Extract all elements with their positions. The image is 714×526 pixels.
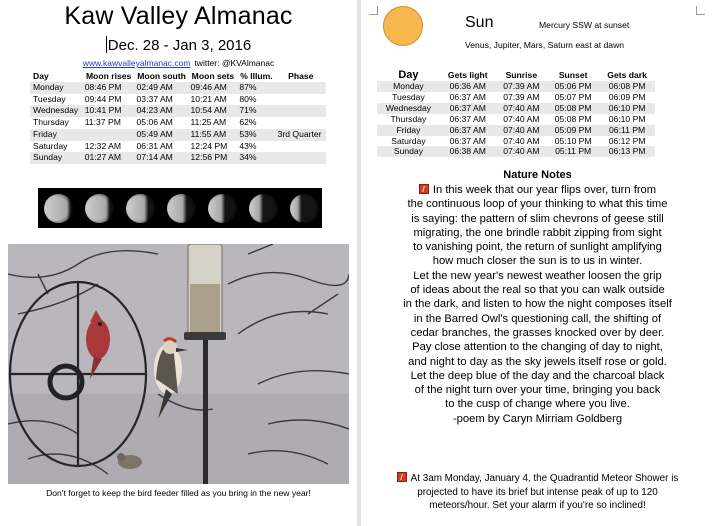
- day-cell: Tuesday: [392, 91, 425, 102]
- poem-author: -poem by Caryn Mirriam Goldberg: [452, 412, 623, 425]
- gets-dark-cell: 06:12 PM: [608, 135, 646, 146]
- crop-mark: [369, 6, 378, 15]
- moon-phase-strip: [38, 188, 322, 228]
- sunset-cell: 05:08 PM: [554, 113, 592, 124]
- moon-rise-cell: 12:32 AM: [84, 140, 122, 151]
- moon-header-illum: % Illum.: [240, 71, 273, 81]
- table-row: [30, 82, 326, 94]
- gets-dark-cell: 06:09 PM: [608, 91, 646, 102]
- moon-rise-cell: 01:27 AM: [83, 152, 135, 164]
- day-cell: Wednesday: [377, 103, 440, 114]
- feeder-pole: [203, 334, 208, 484]
- sun-header-gets-light: Gets light: [447, 70, 488, 80]
- day-cell: Thursday: [33, 117, 69, 128]
- moon-south-cell: 04:23 AM: [135, 105, 189, 117]
- gets-dark-cell: 06:10 PM: [608, 113, 646, 124]
- moon-rise-cell: 08:46 PM: [83, 82, 135, 94]
- moon-south-cell: 02:49 AM: [135, 82, 189, 94]
- sunrise-cell: 07:40 AM: [503, 135, 540, 146]
- text-cursor: [106, 36, 107, 53]
- moon-phase-icon: [126, 194, 155, 223]
- table-row: [377, 146, 655, 157]
- poem-line: in the Barred Owl's questioning call, the shifting of: [413, 312, 662, 325]
- phase-cell: [276, 152, 326, 164]
- poem-line: of the night turn over your time, bringing you back: [414, 384, 661, 397]
- moon-phase-icon: [290, 194, 319, 223]
- sun-header-sunset: Sunset: [558, 70, 588, 80]
- lightning-bullet-icon: [397, 472, 407, 482]
- poem-line: in the dark, and listen to how the night composes itself: [403, 298, 672, 311]
- poem-line: the continuous loop of your thinking to what this time: [407, 198, 668, 211]
- sunrise-cell: 07:40 AM: [503, 113, 540, 124]
- table-row: [377, 114, 655, 125]
- moon-rise-cell: 09:44 PM: [84, 93, 122, 104]
- phase-cell: 3rd Quarter: [276, 129, 326, 141]
- sunset-cell: 05:08 PM: [547, 103, 599, 114]
- poem: [361, 183, 714, 426]
- sun-table: [377, 70, 655, 157]
- moon-set-cell: 10:21 AM: [190, 93, 227, 104]
- poem-line: migrating, the one brindle rabbit zipping from sight: [413, 226, 662, 239]
- gets-dark-cell: 06:10 PM: [599, 103, 655, 114]
- sunset-cell: 05:10 PM: [554, 135, 592, 146]
- contact-links: [0, 58, 357, 68]
- illum-cell: 87%: [237, 82, 275, 94]
- moon-set-cell: 11:55 AM: [189, 129, 238, 141]
- sun-icon: [383, 6, 423, 46]
- gets-light-cell: 06:37 AM: [449, 135, 486, 146]
- day-cell: Saturday: [33, 140, 68, 151]
- gets-light-cell: 06:38 AM: [440, 146, 496, 157]
- sunrise-cell: 07:40 AM: [496, 103, 547, 114]
- moon-set-cell: 09:46 AM: [189, 82, 238, 94]
- day-cell: Sunday: [377, 146, 440, 157]
- table-row: [377, 136, 655, 147]
- poem-line: and night to day as the sky jewels itself rose or gold.: [408, 355, 667, 368]
- date-range: [0, 36, 357, 54]
- table-row: [377, 81, 655, 92]
- gets-light-cell: 06:37 AM: [440, 103, 496, 114]
- table-row: [377, 125, 655, 136]
- illum-cell: 80%: [239, 93, 257, 104]
- moon-phase-icon: [44, 194, 73, 223]
- moon-header-phase: Phase: [288, 71, 314, 81]
- gets-dark-cell: 06:11 PM: [599, 125, 655, 136]
- gets-light-cell: 06:37 AM: [449, 113, 486, 124]
- lightning-bullet-icon: [419, 184, 429, 194]
- phase-cell: [276, 117, 326, 129]
- poem-line: of ideas about the real so that you can walk outside: [410, 284, 665, 297]
- moon-south-cell: 03:37 AM: [136, 93, 173, 104]
- day-cell: Thursday: [390, 113, 427, 124]
- moon-south-cell: 05:49 AM: [135, 129, 189, 141]
- table-row: [377, 92, 655, 103]
- day-cell: Monday: [377, 81, 440, 92]
- sun-header-day: Day: [398, 69, 419, 81]
- illum-cell: 43%: [239, 140, 257, 151]
- moon-phase-icon: [208, 194, 237, 223]
- poem-line-text: In this week that our year flips over, turn from: [432, 184, 657, 196]
- photo-caption: Don't forget to keep the bird feeder filled as you bring in the new year!: [46, 488, 311, 498]
- day-cell: Wednesday: [30, 105, 83, 117]
- phase-cell: [276, 141, 326, 153]
- mercury-note: Mercury SSW at sunset: [539, 20, 630, 30]
- nature-notes-heading: Nature Notes: [503, 169, 572, 181]
- poem-line: to the cusp of change where you live.: [445, 398, 630, 411]
- day-cell: Friday: [30, 129, 83, 141]
- moon-south-cell: 05:06 AM: [136, 117, 173, 128]
- moon-rise-cell: 11:37 PM: [84, 117, 121, 128]
- table-row: [30, 129, 326, 141]
- table-row: [30, 117, 326, 129]
- day-cell: Tuesday: [33, 93, 66, 104]
- illum-cell: 53%: [237, 129, 275, 141]
- sun-title: Sun: [465, 14, 494, 31]
- moon-rise-cell: 10:41 PM: [83, 105, 135, 117]
- moon-table: [30, 72, 326, 164]
- meteor-line: projected to have its brief but intense peak of up to 120: [417, 486, 658, 498]
- day-cell: Saturday: [391, 135, 426, 146]
- moon-south-cell: 07:14 AM: [135, 152, 189, 164]
- poem-line: cedar branches, the grasses knocked over by deer.: [410, 326, 665, 339]
- phase-cell: [276, 94, 326, 106]
- illum-cell: 62%: [239, 117, 257, 128]
- table-row: [30, 105, 326, 117]
- poem-line: is saying: the pattern of slim chevrons of geese still: [411, 212, 664, 225]
- sunrise-cell: 07:40 AM: [496, 146, 547, 157]
- table-row: [377, 103, 655, 114]
- illum-cell: 34%: [237, 152, 275, 164]
- moon-header-day: Day: [33, 71, 49, 81]
- gets-light-cell: 06:37 AM: [449, 91, 486, 102]
- moon-set-cell: 11:25 AM: [190, 117, 227, 128]
- sun-header-gets-dark: Gets dark: [607, 70, 647, 80]
- sunset-cell: 05:09 PM: [547, 125, 599, 136]
- right-page: [361, 0, 714, 526]
- moon-rise-cell: [83, 129, 135, 141]
- meteor-line: meteors/hour. Set your alarm if you're so inclined!: [429, 500, 646, 511]
- gets-light-cell: 06:36 AM: [440, 81, 496, 92]
- gets-light-cell: 06:37 AM: [440, 125, 496, 136]
- poem-line: to vanishing point, the return of sunlight amplifying: [413, 241, 662, 254]
- day-cell: Monday: [30, 82, 83, 94]
- poem-line: Let the new year's newest weather loosen the grip: [413, 269, 662, 282]
- sunset-cell: 05:07 PM: [554, 91, 592, 102]
- poem-line: Let the deep blue of the day and the charcoal black: [410, 369, 665, 382]
- almanac-title: Kaw Valley Almanac: [64, 2, 293, 30]
- sun-table-header: [377, 70, 655, 81]
- day-cell: Sunday: [30, 152, 83, 164]
- moon-south-cell: 06:31 AM: [136, 140, 173, 151]
- moon-header-rises: Moon rises: [85, 71, 132, 81]
- table-row: [30, 152, 326, 164]
- poem-line: Pay close attention to the changing of day to night,: [412, 341, 663, 354]
- moon-header-sets: Moon sets: [191, 71, 235, 81]
- planets-note: Venus, Jupiter, Mars, Saturn east at dawn: [465, 40, 625, 50]
- moon-set-cell: 10:54 AM: [189, 105, 238, 117]
- date-range-text: Dec. 28 - Jan 3, 2016: [107, 37, 252, 54]
- day-cell: Friday: [377, 125, 440, 136]
- moon-table-header: [30, 72, 326, 82]
- meteor-note: [361, 472, 714, 513]
- illum-cell: 71%: [237, 105, 275, 117]
- moon-phase-icon: [249, 194, 278, 223]
- moon-set-cell: 12:56 PM: [189, 152, 238, 164]
- bird-feeder-illustration: [8, 244, 349, 484]
- phase-cell: [276, 105, 326, 117]
- gets-dark-cell: 06:13 PM: [599, 146, 655, 157]
- sun-header-sunrise: Sunrise: [505, 70, 538, 80]
- moon-set-cell: 12:24 PM: [190, 140, 228, 151]
- twitter-handle: twitter: @KVAlmanac: [194, 58, 275, 68]
- gets-dark-cell: 06:08 PM: [599, 81, 655, 92]
- sunrise-cell: 07:40 AM: [496, 125, 547, 136]
- meteor-line-text: At 3am Monday, January 4, the Quadrantid Meteor Shower is: [410, 473, 679, 484]
- sunset-cell: 05:06 PM: [547, 81, 599, 92]
- table-row: [30, 141, 326, 153]
- moon-phase-icon: [85, 194, 114, 223]
- poem-line: how much closer the sun is to us in winter.: [432, 255, 643, 268]
- table-row: [30, 94, 326, 106]
- meteor-line: [361, 472, 714, 486]
- website-link[interactable]: www.kawvalleyalmanac.com: [82, 58, 191, 68]
- sunrise-cell: 07:39 AM: [503, 91, 540, 102]
- sunrise-cell: 07:39 AM: [496, 81, 547, 92]
- poem-line: [361, 183, 714, 197]
- sunset-cell: 05:11 PM: [547, 146, 599, 157]
- bird-feeder-photo: [8, 244, 349, 484]
- crop-mark: [696, 6, 705, 15]
- moon-header-south: Moon south: [137, 71, 186, 81]
- phase-cell: [276, 82, 326, 94]
- moon-phase-icon: [167, 194, 196, 223]
